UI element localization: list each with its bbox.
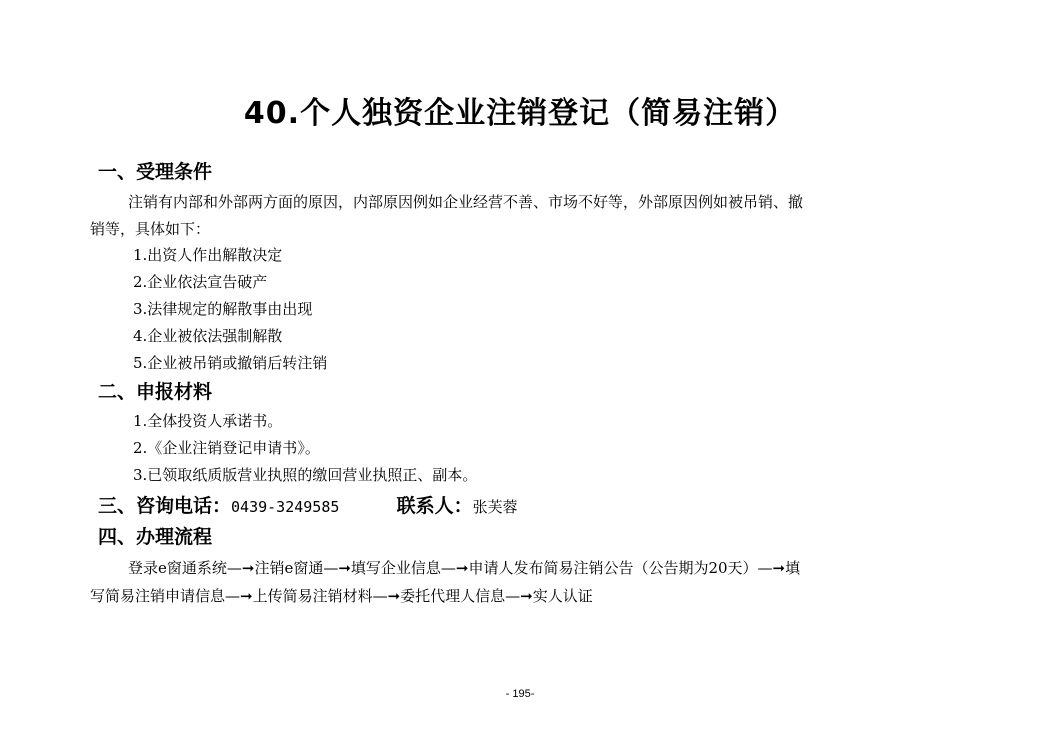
material-item-3: 3.已领取纸质版营业执照的缴回营业执照正、副本。 xyxy=(133,466,478,484)
section-heading-materials: 二、申报材料 xyxy=(98,381,213,403)
condition-item-1: 1.出资人作出解散决定 xyxy=(133,246,283,264)
condition-item-4: 4.企业被依法强制解散 xyxy=(133,327,283,345)
material-item-2: 2.《企业注销登记申请书》。 xyxy=(133,439,320,457)
page-title: 40.个人独资企业注销登记（简易注销） xyxy=(243,96,797,131)
page-number: - 195- xyxy=(505,688,535,700)
contact-line xyxy=(98,494,518,519)
contact-person-name: 张芙蓉 xyxy=(472,498,518,516)
condition-item-5: 5.企业被吊销或撤销后转注销 xyxy=(133,354,328,372)
process-line-1: 登录e窗通系统—➞注销e窗通—➞填写企业信息—➞申请人发布简易注销公告（公告期为20天）—➞填 xyxy=(128,559,801,577)
material-item-1: 1.全体投资人承诺书。 xyxy=(133,412,283,430)
section-heading-acceptance-conditions: 一、受理条件 xyxy=(98,161,213,183)
process-line-2: 写简易注销申请信息—➞上传简易注销材料—➞委托代理人信息—➞实人认证 xyxy=(90,587,593,605)
contact-person-label: 联系人： xyxy=(396,495,473,517)
section-heading-process: 四、办理流程 xyxy=(98,526,213,548)
condition-item-3: 3.法律规定的解散事由出现 xyxy=(133,300,313,318)
intro-paragraph-line-2: 销等，具体如下： xyxy=(90,220,211,238)
condition-item-2: 2.企业依法宣告破产 xyxy=(133,273,268,291)
intro-paragraph-line-1: 注销有内部和外部两方面的原因，内部原因例如企业经营不善、市场不好等，外部原因例如被吊销、撤 xyxy=(128,193,804,211)
section-heading-consult-phone: 三、咨询电话： xyxy=(98,495,232,517)
phone-number: 0439-3249585 xyxy=(231,498,340,516)
